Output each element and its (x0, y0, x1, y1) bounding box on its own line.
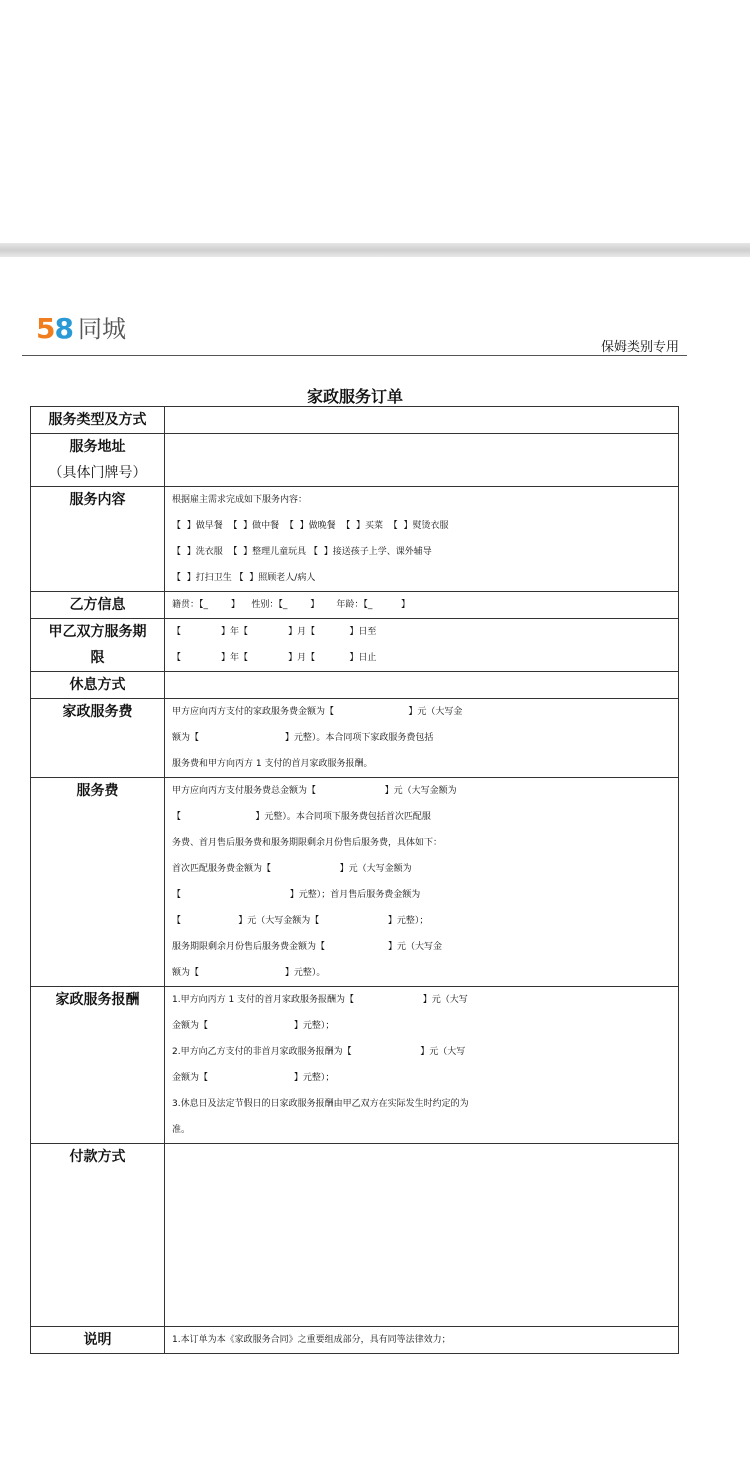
label-notes: 说明 (31, 1327, 165, 1354)
label-payment: 付款方式 (31, 1144, 165, 1327)
row-service-type (31, 407, 679, 434)
household-pay-line: 1.甲方向丙方 1 支付的首月家政服务报酬为【 】元（大写 (172, 995, 468, 1005)
service-fee-line: 甲方应向丙方支付服务费总金额为【 】元（大写金额为 (172, 786, 457, 796)
row-service-period (31, 619, 679, 672)
value-rest (165, 672, 679, 699)
household-fee-line: 甲方应向丙方支付的家政服务费金额为【 】元（大写金 (172, 707, 463, 717)
value-notes: 1.本订单为本《家政服务合同》之重要组成部分，具有同等法律效力； (165, 1327, 679, 1354)
document-title: 家政服务订单 (306, 387, 403, 406)
service-fee-line: 【 】元（大写金额为【 】元整）； (172, 916, 429, 926)
service-content-line: 【 】打扫卫生 【 】照顾老人/病人 (172, 573, 316, 583)
category-note: 保姆类别专用 (601, 340, 680, 355)
household-pay-line: 3.休息日及法定节假日的日家政服务报酬由甲乙双方在实际发生时约定的为 (172, 1099, 469, 1109)
row-notes (31, 1327, 679, 1354)
label-service-fee: 服务费 (31, 778, 165, 987)
label-address-sub: （具体门牌号） (48, 465, 147, 481)
label-rest: 休息方式 (31, 672, 165, 699)
service-fee-line: 务费、首月售后服务费和服务期限剩余月份售后服务费，具体如下： (172, 838, 443, 848)
label-address-main: 服务地址 (69, 439, 126, 455)
household-fee-line: 服务费和甲方向丙方 1 支付的首月家政服务报酬。 (172, 759, 373, 769)
label-household-pay: 家政服务报酬 (31, 987, 165, 1144)
row-party-b (31, 592, 679, 619)
row-rest (31, 672, 679, 699)
page-separator (0, 243, 750, 257)
service-fee-line: 服务期限剩余月份售后服务费金额为【 】元（大写金 (172, 942, 442, 952)
row-household-pay (31, 987, 679, 1144)
row-service-content (31, 487, 679, 592)
household-pay-line: 金额为【 】元整）； (172, 1073, 335, 1083)
value-service-type (165, 407, 679, 434)
value-address (165, 434, 679, 487)
row-payment (31, 1144, 679, 1327)
row-service-fee (31, 778, 679, 987)
service-content-line: 【 】洗衣服 【 】整理儿童玩具 【 】接送孩子上学、课外辅导 (172, 547, 432, 557)
period-end-line: 【 】年【 】月【 】日止 (172, 653, 377, 663)
household-pay-line: 金额为【 】元整）； (172, 1021, 335, 1031)
label-party-b: 乙方信息 (31, 592, 165, 619)
logo-text: 同城 (77, 315, 126, 343)
service-content-line: 根据雇主需求完成如下服务内容： (172, 495, 308, 505)
header-rule (22, 355, 687, 356)
label-service-period: 甲乙双方服务期限 (31, 619, 165, 672)
label-service-type: 服务类型及方式 (31, 407, 165, 434)
period-start-line: 【 】年【 】月【 】日至 (172, 627, 377, 637)
household-fee-line: 额为【 】元整）。本合同项下家政服务费包括 (172, 733, 434, 743)
order-table (30, 406, 679, 1354)
value-service-period (165, 619, 679, 672)
logo-digit-five: 5 (36, 312, 56, 345)
row-household-fee (31, 699, 679, 778)
label-address (31, 434, 165, 487)
value-payment (165, 1144, 679, 1327)
value-party-b: 籍贯：【_ 】 性别：【_ 】 年龄：【_ 】 (165, 592, 679, 619)
service-fee-line: 【 】元整）。本合同项下服务费包括首次匹配服 (172, 812, 431, 822)
label-household-fee: 家政服务费 (31, 699, 165, 778)
label-service-content: 服务内容 (31, 487, 165, 592)
brand-logo (36, 312, 126, 346)
value-household-pay (165, 987, 679, 1144)
service-fee-line: 首次匹配服务费金额为【 】元（大写金额为 (172, 864, 412, 874)
logo-digit-eight: 8 (54, 312, 74, 345)
value-household-fee (165, 699, 679, 778)
row-address (31, 434, 679, 487)
value-service-fee (165, 778, 679, 987)
value-service-content (165, 487, 679, 592)
service-content-line: 【 】做早餐 【 】做中餐 【 】做晚餐 【 】买菜 【 】熨烫衣服 (172, 521, 449, 531)
household-pay-line: 准。 (172, 1125, 191, 1135)
household-pay-line: 2.甲方向乙方支付的非首月家政服务报酬为【 】元（大写 (172, 1047, 466, 1057)
service-fee-line: 【 】元整）；首月售后服务费金额为 (172, 890, 421, 900)
service-fee-line: 额为【 】元整）。 (172, 968, 326, 978)
